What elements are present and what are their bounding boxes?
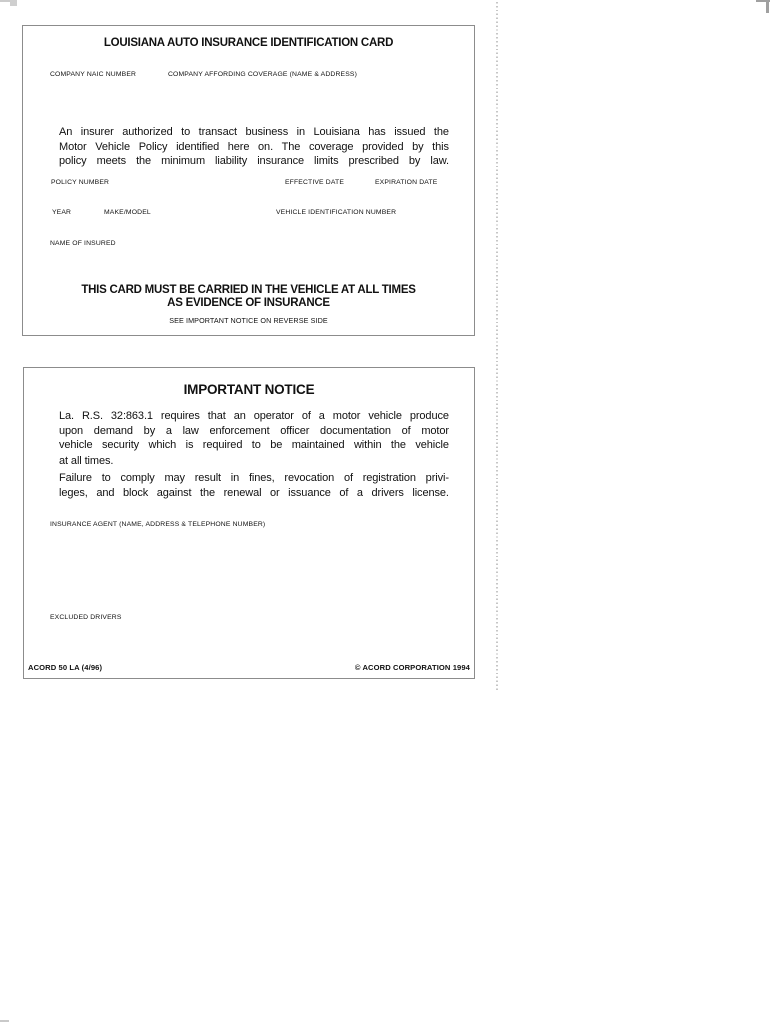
insurance-agent-field[interactable] xyxy=(50,532,370,607)
notice-paragraph-1: La. R.S. 32:863.1 requires that an operator of a motor vehicle produce upon demand by a law enforcement officer documentation of motor vehicle security which is required to be maintained within the vehicle xyxy=(59,410,449,452)
label-year: YEAR xyxy=(52,209,72,216)
excluded-drivers-field[interactable] xyxy=(50,624,370,654)
scan-artifact-top-left-2 xyxy=(10,0,17,6)
label-excluded-drivers: EXCLUDED DRIVERS xyxy=(50,614,122,621)
label-policy-number: POLICY NUMBER xyxy=(51,179,110,186)
vin-field[interactable] xyxy=(276,218,451,236)
label-vehicle-identification-number: VEHICLE IDENTIFICATION NUMBER xyxy=(276,209,397,216)
form-number: ACORD 50 LA (4/96) xyxy=(28,663,103,672)
scan-artifact-bottom-left xyxy=(0,1020,9,1022)
scan-artifact-top-left-1 xyxy=(0,0,10,2)
card-title: LOUISIANA AUTO INSURANCE IDENTIFICATION CARD xyxy=(103,37,394,49)
label-name-of-insured: NAME OF INSURED xyxy=(50,240,116,247)
notice-paragraph-1-last-line: at all times. xyxy=(59,455,114,467)
company-affording-coverage-field[interactable] xyxy=(168,82,438,122)
copyright-notice: © ACORD CORPORATION 1994 xyxy=(354,663,470,672)
make-model-field[interactable] xyxy=(104,218,254,236)
reverse-side-note: SEE IMPORTANT NOTICE ON REVERSE SIDE xyxy=(169,316,328,325)
policy-number-field[interactable] xyxy=(51,188,251,206)
year-field[interactable] xyxy=(52,218,97,236)
expiration-date-field[interactable] xyxy=(375,188,455,206)
notice-paragraph-2: Failure to comply may result in fines, revocation of registration privi- leges, and block against the renewal or issuance of a drivers license. xyxy=(59,472,449,499)
effective-date-field[interactable] xyxy=(285,188,365,206)
label-insurance-agent: INSURANCE AGENT (NAME, ADDRESS & TELEPHONE NUMBER) xyxy=(50,521,266,528)
important-notice-section xyxy=(23,367,475,679)
label-make-model: MAKE/MODEL xyxy=(104,209,151,216)
authorization-statement: An insurer authorized to transact business in Louisiana has issued the Motor Vehicle Policy identified here on. The coverage provided by this policy meets the minimum liability insurance limits prescribed by law. xyxy=(59,126,449,168)
carry-notice-line2: AS EVIDENCE OF INSURANCE xyxy=(167,297,330,309)
carry-notice-line1: THIS CARD MUST BE CARRIED IN THE VEHICLE AT ALL TIMES xyxy=(81,284,416,296)
label-company-affording-coverage: COMPANY AFFORDING COVERAGE (NAME & ADDRESS) xyxy=(168,71,357,78)
scan-artifact-top-right-corner-v xyxy=(766,0,769,13)
notice-title: IMPORTANT NOTICE xyxy=(183,382,315,397)
perforation-dotted-line xyxy=(496,2,498,692)
company-naic-number-field[interactable] xyxy=(50,82,160,122)
label-effective-date: EFFECTIVE DATE xyxy=(285,179,344,186)
name-of-insured-field[interactable] xyxy=(50,250,350,278)
label-expiration-date: EXPIRATION DATE xyxy=(375,179,438,186)
label-company-naic-number: COMPANY NAIC NUMBER xyxy=(50,71,137,78)
insurance-id-card xyxy=(22,25,475,336)
